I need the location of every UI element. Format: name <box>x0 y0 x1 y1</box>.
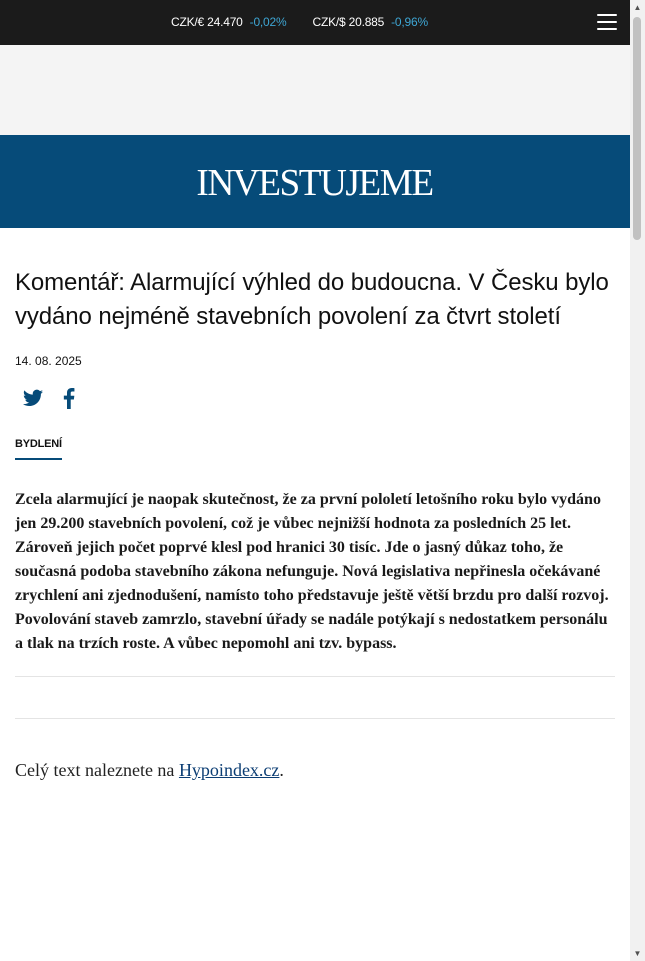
article-date: 14. 08. 2025 <box>15 354 82 368</box>
hypoindex-link[interactable]: Hypoindex.cz <box>178 760 280 780</box>
category-tag[interactable]: BYDLENÍ <box>15 438 62 460</box>
facebook-icon[interactable] <box>63 388 75 409</box>
ticker-item-eur[interactable] <box>171 15 286 29</box>
brand-header <box>0 135 630 228</box>
scroll-down-arrow-icon[interactable]: ▼ <box>633 949 642 958</box>
scroll-up-arrow-icon[interactable]: ▲ <box>633 3 642 12</box>
ad-slot <box>0 45 630 135</box>
fulltext-prefix: Celý text naleznete na <box>15 760 179 780</box>
ticker-label: CZK/€ 24.470 <box>171 15 243 29</box>
article-lead: Zcela alarmující je naopak skutečnost, že za první pololetí letošního roku bylo vydáno jen 29.200 stavebních povolení, což je vůbec nejnižší hodnota za posledních 25 let. Zároveň jejich počet poprvé klesl pod hranici 30 tisíc. Jde o jasný důkaz toho, že současná podoba stavebního zákona nefunguje. Nová legislativa nepřinesla očekávané zrychlení ani zjednodušení, namísto toho představuje ještě větší brzdu pro další rozvoj. Povolování staveb zamrzlo, stavební úřady se nadále potýkají s nedostatkem personálu a tlak na trzích roste. A vůbec nepomohl ani tzv. bypass. <box>15 488 615 677</box>
scroll-thumb[interactable] <box>633 17 641 240</box>
site-logo[interactable]: INVESTUJEME <box>196 161 434 204</box>
menu-line <box>597 14 617 16</box>
fulltext-suffix: . <box>279 760 284 780</box>
menu-line <box>597 21 617 23</box>
share-buttons <box>15 386 615 410</box>
menu-line <box>597 28 617 30</box>
article <box>0 266 630 781</box>
ticker-change: -0,96% <box>391 15 428 29</box>
article-headline: Komentář: Alarmující výhled do budoucna. V Česku bylo vydáno nejméně stavebních povolení za čtvrt století <box>15 269 609 330</box>
ticker-items <box>171 15 454 29</box>
ticker-change: -0,02% <box>249 15 287 29</box>
twitter-icon[interactable] <box>23 389 43 407</box>
ticker-label: CZK/$ 20.885 <box>312 15 385 29</box>
divider <box>15 718 615 719</box>
currency-ticker <box>0 0 630 45</box>
ticker-item-usd[interactable] <box>312 15 427 29</box>
fulltext-note <box>15 760 615 781</box>
vertical-scrollbar[interactable] <box>630 0 645 961</box>
hamburger-icon[interactable] <box>597 14 617 30</box>
